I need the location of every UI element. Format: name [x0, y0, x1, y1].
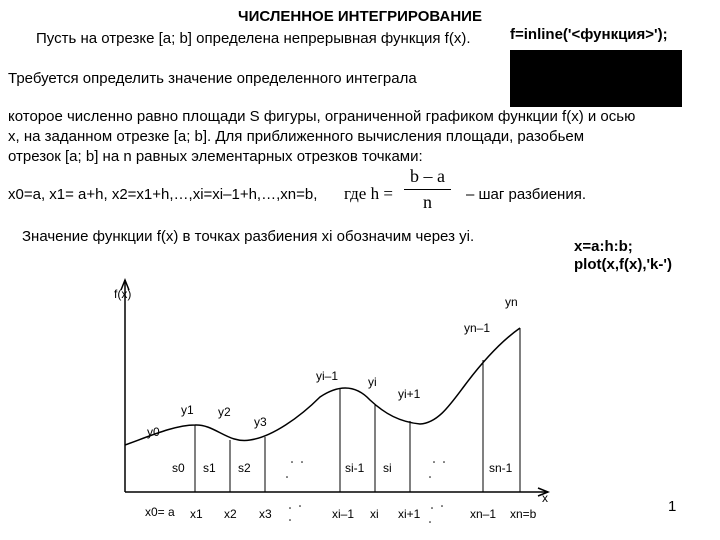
label-s0: s0	[172, 461, 185, 475]
label-s1: s1	[203, 461, 216, 475]
step-description: – шаг разбиения.	[466, 186, 587, 203]
label-y0: y0	[147, 425, 160, 439]
function-curve	[125, 328, 520, 445]
step-numerator: b – a	[404, 166, 451, 190]
paragraph-line-2: x, на заданном отрезке [a; b]. Для приближенного вычисления площади, разобьем	[8, 128, 585, 145]
intro-text: Пусть на отрезке [a; b] определена непрерывная функция f(x).	[36, 30, 471, 47]
label-xi: xi	[370, 507, 379, 521]
label-xn: xn=b	[510, 507, 537, 521]
label-si-1: si-1	[345, 461, 365, 475]
label-yi+1: yi+1	[398, 387, 421, 401]
partition-points-equation: x0=a, x1= a+h, x2=x1+h,…,xi=xi–1+h,…,xn=b,	[8, 186, 318, 203]
requirement-text: Требуется определить значение определенного интеграла	[8, 70, 417, 87]
label-xi-1: xi–1	[332, 507, 355, 521]
label-y1: y1	[181, 403, 194, 417]
label-yi: yi	[368, 375, 377, 389]
label-x1: x1	[190, 507, 203, 521]
axis-x-label: x	[542, 491, 548, 505]
label-x0: x0= a	[145, 505, 175, 519]
label-y3: y3	[254, 415, 267, 429]
paragraph-line-3: отрезок [a; b] на n равных элементарных отрезков точками:	[8, 148, 423, 165]
label-xn-1: xn–1	[470, 507, 497, 521]
step-where-label: где h =	[344, 184, 393, 203]
paragraph-line-1: которое численно равно площади S фигуры, ограниченной графиком функции f(x) и осью	[8, 108, 636, 125]
label-yi-1: yi–1	[316, 369, 339, 383]
values-text: Значение функции f(x) в точках разбиения xi обозначим через yi.	[22, 228, 475, 245]
label-s2: s2	[238, 461, 251, 475]
label-sn-1: sn-1	[489, 461, 513, 475]
code-inline-function: f=inline('<функция>');	[510, 26, 668, 43]
label-x2: x2	[224, 507, 237, 521]
slide-title: ЧИСЛЕННОЕ ИНТЕГРИРОВАНИЕ	[238, 8, 482, 25]
label-si: si	[383, 461, 392, 475]
label-yn-1: yn–1	[464, 321, 491, 335]
label-xi+1: xi+1	[398, 507, 421, 521]
code-plot-line-2: plot(x,f(x),'k-')	[574, 256, 672, 273]
label-yn: yn	[505, 295, 518, 309]
page-number: 1	[668, 498, 677, 515]
step-denominator: n	[423, 192, 432, 212]
code-plot-line-1: x=a:h:b;	[574, 238, 633, 255]
label-x3: x3	[259, 507, 272, 521]
label-y2: y2	[218, 405, 231, 419]
axis-y-label: f(x)	[114, 287, 132, 301]
